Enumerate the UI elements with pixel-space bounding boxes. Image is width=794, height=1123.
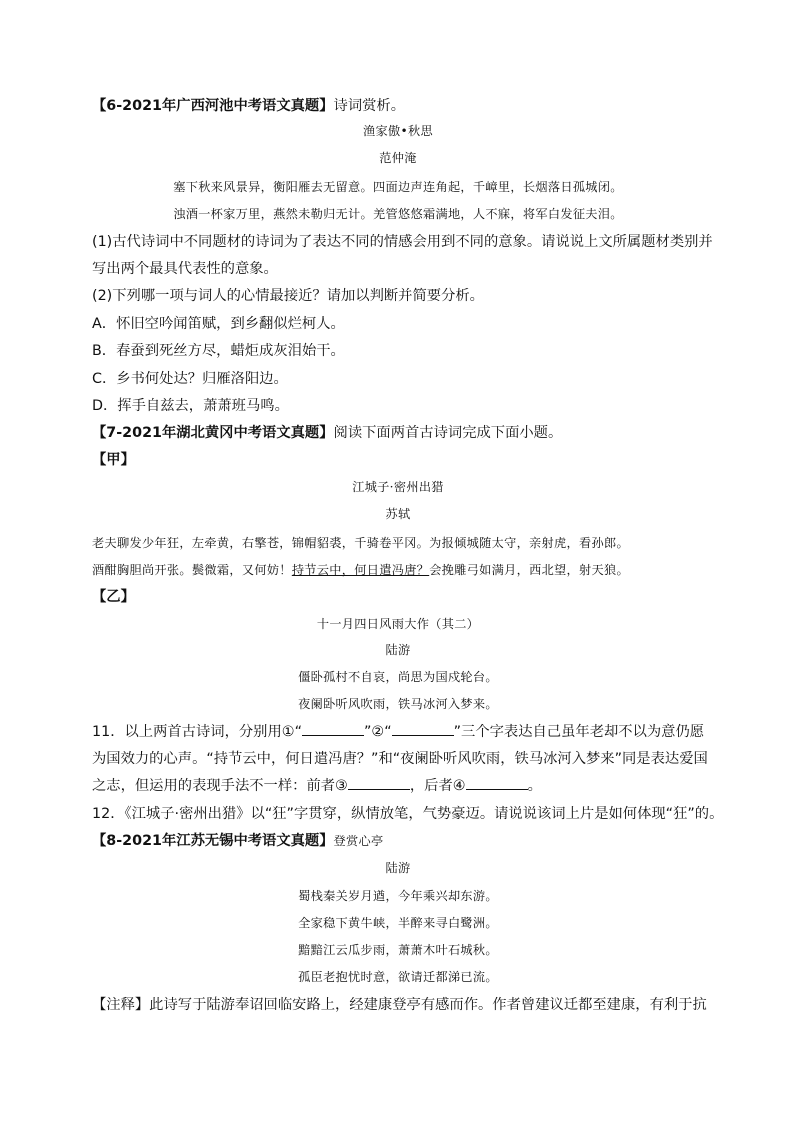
q7-poem2-author: 陆游 bbox=[385, 643, 411, 657]
q6-subquestion-1: (1)古代诗词中不同题材的诗词为了表达不同的情感会用到不同的意象。请说说上文所属题材类别并 bbox=[92, 234, 713, 250]
q8-poem-line: 全家稳下黄牛峡，半醉来寻白鹭洲。 bbox=[298, 916, 498, 930]
q11-text: ”三个字表达自己虽年老却不以为意仍愿 bbox=[453, 724, 705, 740]
q7-heading bbox=[92, 420, 704, 447]
q11-text: ”②“ bbox=[363, 724, 392, 740]
q8-source-label: 【8-2021年江苏无锡中考语文真题】 bbox=[92, 833, 334, 849]
q7-poem1-title: 江城子·密州出猎 bbox=[352, 480, 444, 494]
q11-text: 之志，但运用的表现手法不一样：前者③ bbox=[92, 778, 348, 794]
q11-text: 。 bbox=[527, 778, 542, 794]
q8-poem-title: 登赏心亭 bbox=[333, 834, 384, 848]
answer-blank-3[interactable] bbox=[348, 777, 410, 790]
q7-poem2-title: 十一月四日风雨大作（其二） bbox=[316, 617, 480, 631]
q6-poem-line: 塞下秋来风景异，衡阳雁去无留意。四面边声连角起，千嶂里，长烟落日孤城闭。 bbox=[173, 180, 623, 194]
q8-heading bbox=[92, 828, 704, 855]
q12-question: 12．《江城子·密州出猎》以“狂”字贯穿，纵情放笔，气势豪迈。请说说该词上片是如何体现“狂”的。 bbox=[92, 806, 724, 822]
q7-jia-label: 【甲】 bbox=[92, 452, 135, 468]
q7-poem1-author: 苏轼 bbox=[385, 507, 411, 521]
q6-poem-author: 范仲淹 bbox=[379, 151, 417, 165]
q6-poem-line: 浊酒一杯家万里，燕然未勒归无计。羌管悠悠霜满地，人不寐，将军白发征夫泪。 bbox=[173, 207, 623, 221]
q6-option-b: B．春蚕到死丝方尽，蜡炬成灰泪始干。 bbox=[92, 343, 345, 359]
q7-poem2-line: 夜阑卧听风吹雨，铁马冰河入梦来。 bbox=[298, 697, 498, 711]
q7-instruction: 阅读下面两首古诗词完成下面小题。 bbox=[333, 425, 563, 441]
answer-blank-1[interactable] bbox=[302, 723, 364, 736]
q8-poem-author: 陆游 bbox=[385, 861, 411, 875]
q11-question-cont: 为国效力的心声。“持节云中，何日遣冯唐？”和“夜阑卧听风吹雨，铁马冰河入梦来”同是表达爱国 bbox=[92, 751, 708, 767]
answer-blank-2[interactable] bbox=[392, 723, 454, 736]
q7-poem1-text: 会挽雕弓如满月，西北望，射天狼。 bbox=[429, 563, 629, 577]
q7-poem1-text: 酒酣胸胆尚开张。鬓微霜，又何妨！ bbox=[92, 563, 292, 577]
q7-poem2-line: 僵卧孤村不自哀，尚思为国戍轮台。 bbox=[298, 670, 498, 684]
q11-question bbox=[92, 719, 704, 746]
q7-poem1-line: 老夫聊发少年狂，左牵黄，右擎苍，锦帽貂裘，千骑卷平冈。为报倾城随太守，亲射虎，看孙郎。 bbox=[92, 536, 629, 550]
q8-poem-line: 蜀栈秦关岁月遒，今年乘兴却东游。 bbox=[298, 889, 498, 903]
q6-source-label: 【6-2021年广西河池中考语文真题】 bbox=[92, 98, 334, 114]
q6-option-a: A．怀旧空吟闻笛赋，到乡翻似烂柯人。 bbox=[92, 316, 345, 332]
q6-instruction: 诗词赏析。 bbox=[333, 98, 406, 114]
q8-poem-line: 黯黯江云瓜步雨，萧萧木叶石城秋。 bbox=[298, 943, 498, 957]
q11-question-cont bbox=[92, 773, 704, 800]
q6-option-d: D．挥手自兹去，萧萧班马鸣。 bbox=[92, 398, 289, 414]
q11-text: ，后者④ bbox=[409, 778, 466, 794]
q11-text: 11．以上两首古诗词，分别用①“ bbox=[92, 724, 302, 740]
q6-option-c: C．乡书何处达？归雁洛阳边。 bbox=[92, 371, 288, 387]
answer-blank-4[interactable] bbox=[466, 777, 528, 790]
q7-source-label: 【7-2021年湖北黄冈中考语文真题】 bbox=[92, 425, 334, 441]
q6-subquestion-1-cont: 写出两个最具代表性的意象。 bbox=[92, 261, 278, 277]
q7-poem1-underlined-text: 持节云中，何日遣冯唐？ bbox=[291, 563, 430, 577]
q6-poem-title: 渔家傲•秋思 bbox=[363, 124, 433, 138]
q6-heading bbox=[92, 93, 704, 120]
q6-subquestion-2: (2)下列哪一项与词人的心情最接近？请加以判断并简要分析。 bbox=[92, 288, 484, 304]
q7-poem1-line bbox=[92, 557, 704, 584]
q7-yi-label: 【乙】 bbox=[92, 589, 135, 605]
q8-poem-line: 孤臣老抱忧时意，欲请迁都涕已流。 bbox=[298, 970, 498, 984]
q8-note: 【注释】此诗写于陆游奉诏回临安路上，经建康登亭有感而作。作者曾建议迁都至建康，有利于抗 bbox=[92, 997, 707, 1013]
